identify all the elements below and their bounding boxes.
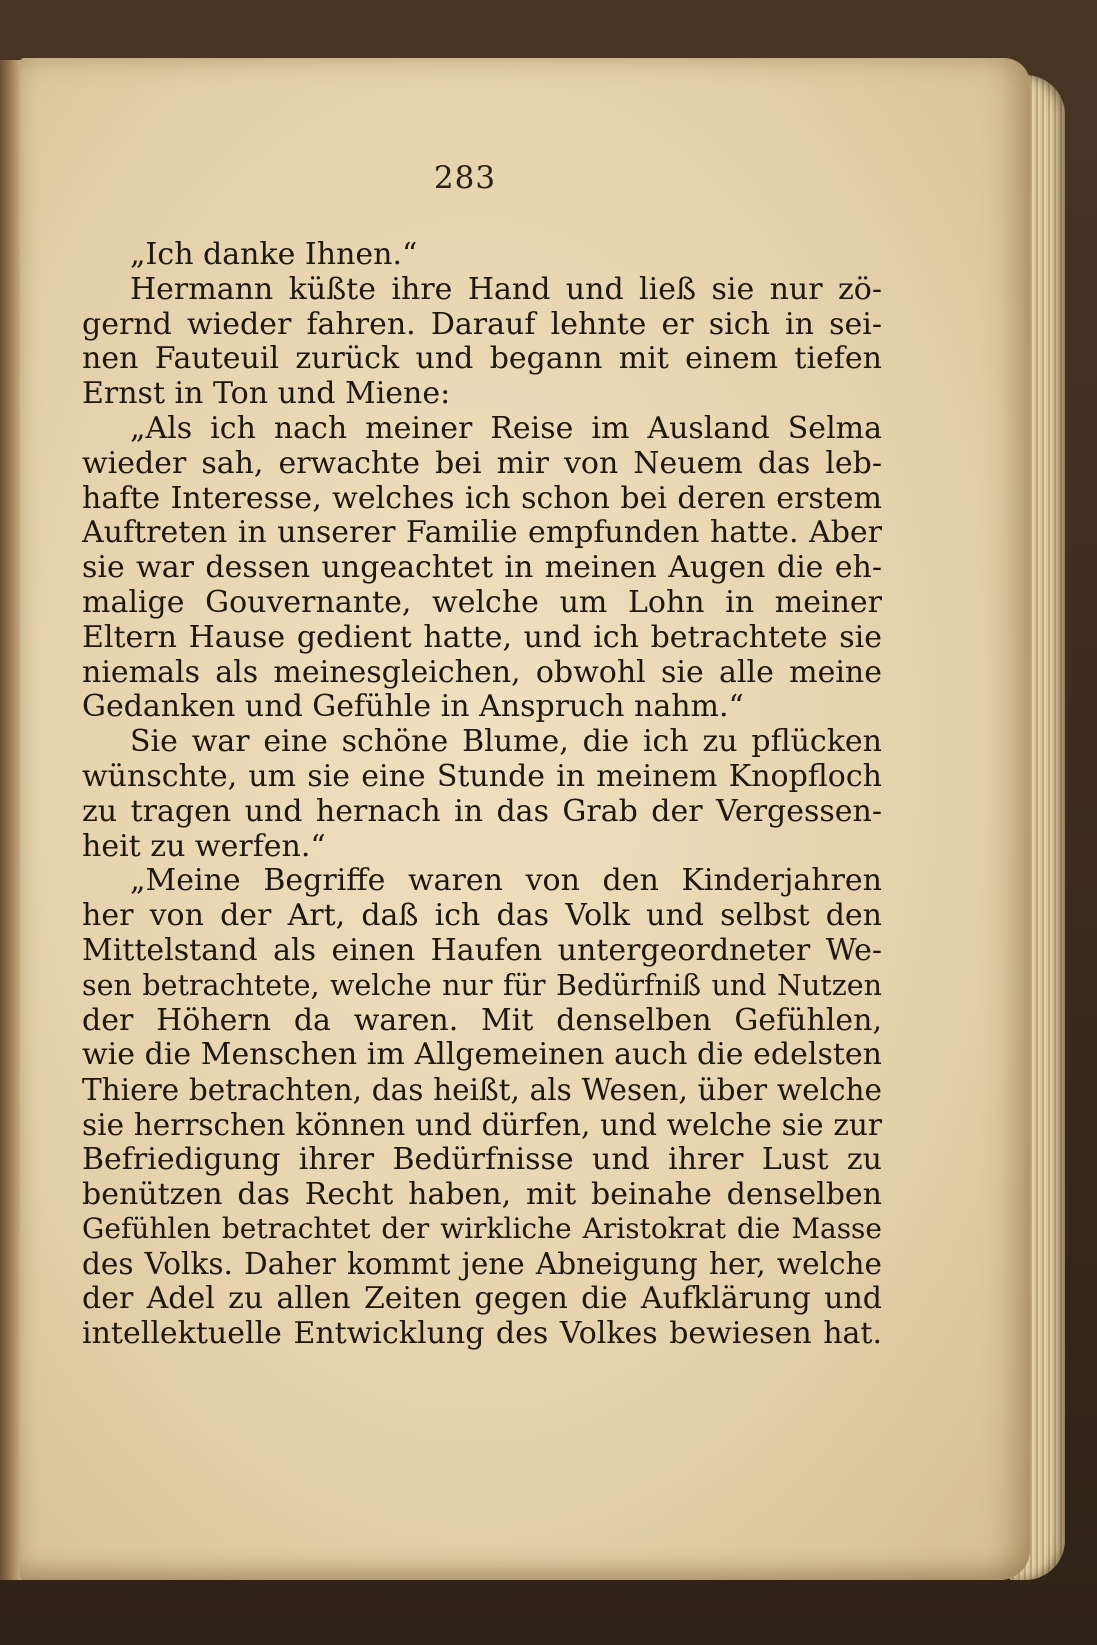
text-line: „Meine Begriffe waren von den Kinderjahren [130,863,882,899]
text-line: nen Fauteuil zurück und begann mit einem tiefen [82,341,882,377]
text-line: Thiere betrachten, das heißt, als Wesen, über welche [82,1073,882,1108]
text-line: benützen das Recht haben, mit beinahe denselben [82,1176,882,1212]
text-line: sie war dessen ungeachtet in meinen Augen die eh- [82,550,882,586]
previous-page-edge [0,60,22,1580]
text-line: Mittelstand als einen Haufen untergeordneter We- [82,932,882,968]
text-line: des Volks. Daher kommt jene Abneigung her, welche [82,1247,882,1282]
text-line: wieder sah, erwachte bei mir von Neuem das leb- [82,445,882,481]
text-line: Ernst in Ton und Miene: [82,376,451,412]
text-line: gernd wieder fahren. Darauf lehnte er sich in sei- [82,306,882,342]
text-line: Hermann küßte ihre Hand und ließ sie nur zö- [130,271,882,307]
text-line: „Ich danke Ihnen.“ [130,237,418,272]
text-line: der Adel zu allen Zeiten gegen die Aufklärung und [82,1280,882,1316]
text-line: heit zu werfen.“ [82,828,326,864]
text-line: niemals als meinesgleichen, obwohl sie alle meine [82,654,882,690]
text-line: zu tragen und hernach in das Grab der Vergessen- [82,793,882,829]
page-number: 283 [433,160,497,196]
text-line: malige Gouvernante, welche um Lohn in meiner [82,584,882,620]
text-line: Auftreten in unserer Familie empfunden hatte. Aber [82,515,882,551]
text-line: Eltern Hause gedient hatte, und ich betrachtete sie [82,619,882,655]
text-line: hafte Interesse, welches ich schon bei deren erstem [82,480,882,516]
text-line: Sie war eine schöne Blume, die ich zu pflücken [130,724,882,760]
text-line: wünschte, um sie eine Stunde in meinem Knopfloch [82,758,882,794]
text-line: sen betrachtete, welche nur für Bedürfniß und Nutzen [82,968,882,1002]
text-line: intellektuelle Entwicklung des Volkes bewiesen hat. [82,1315,882,1351]
text-line: Gedanken und Gefühle in Anspruch nahm.“ [82,689,744,725]
text-line: Gefühlen betrachtet der wirkliche Aristokrat die Masse [82,1212,882,1246]
text-line: Befriedigung ihrer Bedürfnisse und ihrer Lust zu [82,1141,882,1177]
text-line: sie herrschen können und dürfen, und welche sie zur [82,1107,882,1142]
text-line: „Als ich nach meiner Reise im Ausland Selma [130,410,882,446]
text-line: wie die Menschen im Allgemeinen auch die edelsten [82,1037,882,1073]
text-line: der Höhern da waren. Mit denselben Gefühlen, [82,1002,882,1038]
body-text [82,238,882,1352]
text-line: her von der Art, daß ich das Volk und selbst den [82,898,882,934]
